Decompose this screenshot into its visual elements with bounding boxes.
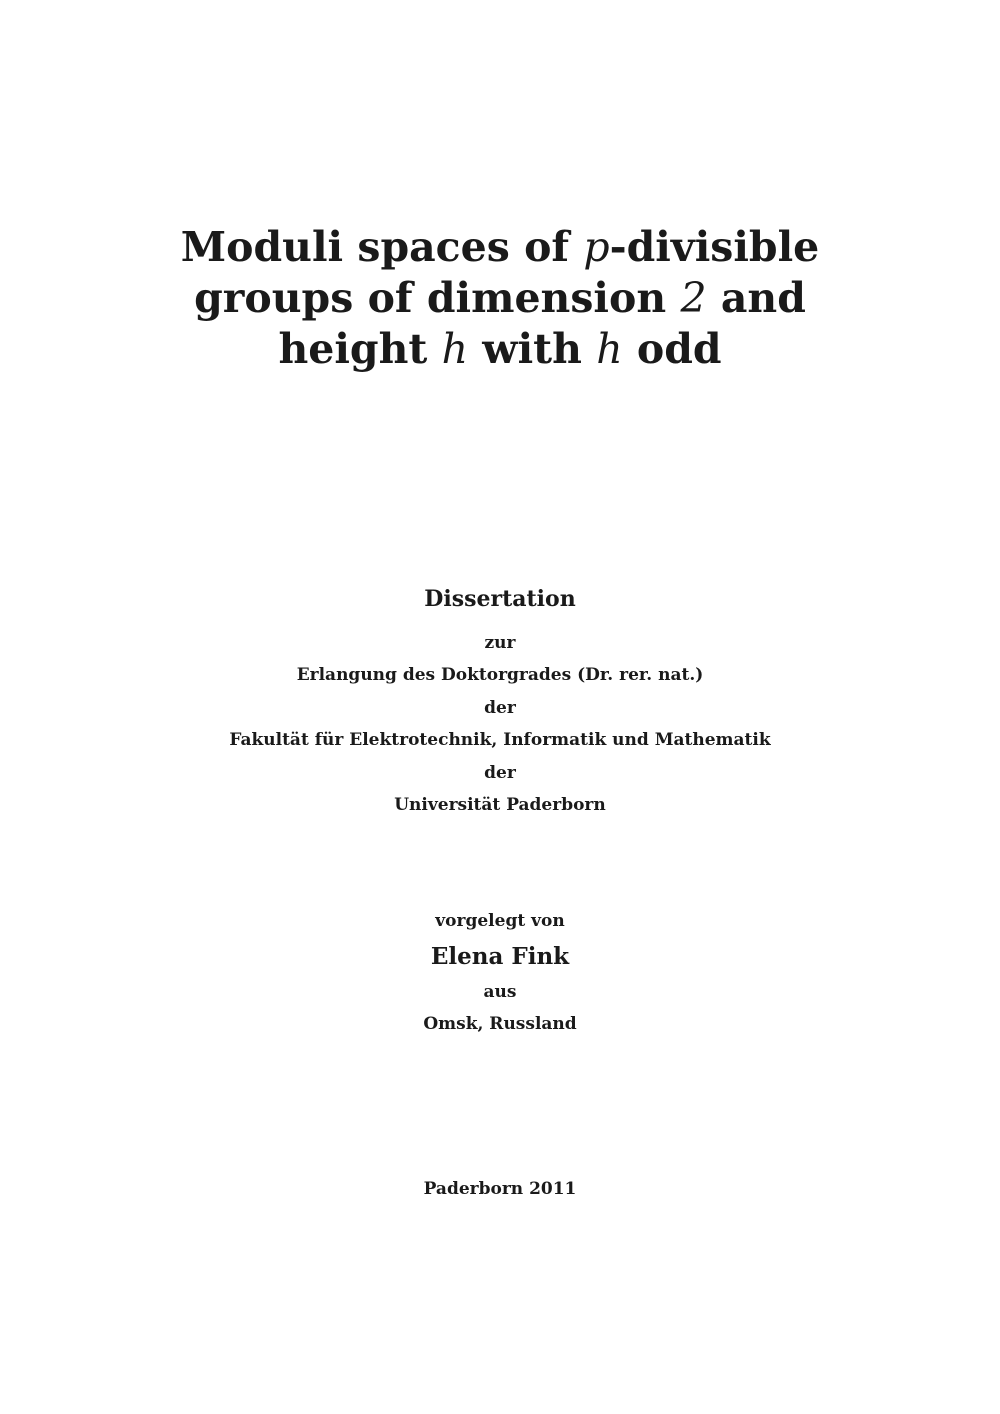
title-text: groups of dimension xyxy=(194,274,681,322)
title-text: and xyxy=(706,274,806,322)
place-and-year: Paderborn 2011 xyxy=(423,1179,577,1199)
title-text: -divisible xyxy=(609,223,820,271)
title-text: height xyxy=(278,325,442,373)
math-p: p xyxy=(583,223,610,271)
faculty-text: Fakultät für Elektrotechnik, Informatik und Mathematik xyxy=(229,730,771,751)
degree-statement xyxy=(0,627,1000,821)
title-line-2 xyxy=(0,273,1000,324)
title-line-1 xyxy=(0,222,1000,273)
thesis-title xyxy=(0,222,1000,375)
math-2: 2 xyxy=(680,274,707,322)
submitted-by-label: vorgelegt von xyxy=(435,911,565,931)
math-h: h xyxy=(596,325,623,373)
math-h: h xyxy=(441,325,469,373)
der-text: der xyxy=(484,762,516,783)
author-name: Elena Fink xyxy=(430,943,570,970)
author-origin xyxy=(0,976,1000,1040)
degree-text: Erlangung des Doktorgrades (Dr. rer. nat.) xyxy=(296,665,704,686)
zur-text: zur xyxy=(484,633,516,653)
document-type: Dissertation xyxy=(424,586,576,612)
title-line-3 xyxy=(0,324,1000,375)
title-text: odd xyxy=(622,325,722,373)
aus-text: aus xyxy=(483,982,517,1002)
der-text: der xyxy=(484,697,516,718)
title-text: with xyxy=(468,325,597,373)
origin-text: Omsk, Russland xyxy=(423,1014,577,1034)
university-text: Universität Paderborn xyxy=(394,795,606,816)
title-text: Moduli spaces of xyxy=(180,223,584,271)
